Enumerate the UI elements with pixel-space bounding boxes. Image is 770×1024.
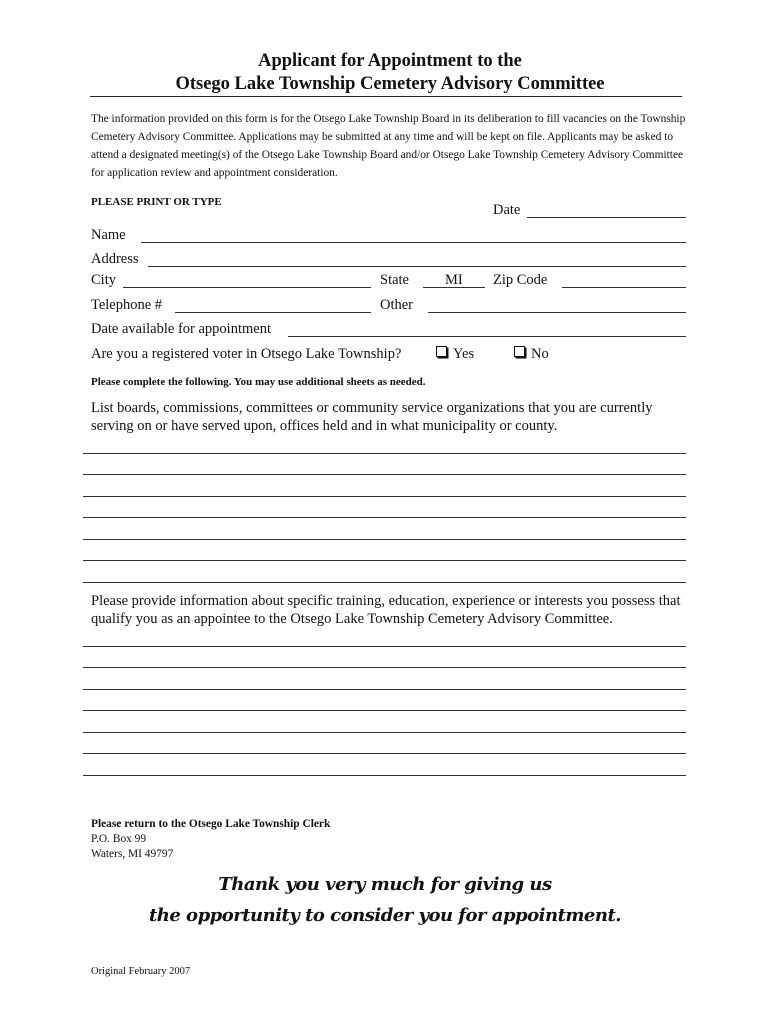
- answer-2-line-3[interactable]: [83, 689, 686, 690]
- intro-paragraph: The information provided on this form is for the Otsego Lake Township Board in its deliberation to fill vacancies on the Township Cemetery Advisory Committee. Applications may be submitted at any time and will be kept on file. Applicants may be asked to attend a designated meeting(s) of the Otsego Lake Township Board and/or Otsego Lake Township Cemetery Advisory Committee for application review and appointment consideration.: [91, 113, 686, 179]
- answer-1-line-1[interactable]: [83, 453, 686, 454]
- no-checkbox[interactable]: [514, 346, 525, 357]
- state-value: MI: [445, 272, 463, 288]
- zip-label: Zip Code: [493, 272, 548, 288]
- answer-1-line-3[interactable]: [83, 496, 686, 497]
- answer-1-line-6[interactable]: [83, 560, 686, 561]
- voter-question-label: Are you a registered voter in Otsego Lake Township?: [91, 346, 402, 362]
- return-city-line: Waters, MI 49797: [91, 848, 174, 860]
- thank-you-line-2: the opportunity to consider you for appointment.: [148, 905, 622, 926]
- name-label: Name: [91, 227, 126, 243]
- state-label: State: [380, 272, 409, 288]
- return-po-box: P.O. Box 99: [91, 833, 147, 845]
- date-available-field[interactable]: [288, 336, 686, 337]
- address-label: Address: [91, 251, 139, 267]
- return-heading: Please return to the Otsego Lake Township Clerk: [91, 818, 331, 830]
- answer-2-line-1[interactable]: [83, 646, 686, 647]
- question-2: Please provide information about specific training, education, experience or interests you possess that qualify you as an appointee to the Otsego Lake Township Cemetery Advisory Committee.: [91, 593, 681, 627]
- title-rule: [90, 96, 682, 97]
- other-label: Other: [380, 297, 414, 313]
- date-label: Date: [493, 202, 521, 218]
- answer-2-line-5[interactable]: [83, 732, 686, 733]
- form-title-line-1: Applicant for Appointment to the: [258, 51, 522, 71]
- form-title-line-2: Otsego Lake Township Cemetery Advisory Committee: [175, 74, 605, 94]
- yes-label: Yes: [453, 346, 475, 362]
- other-field[interactable]: [428, 312, 686, 313]
- yes-option[interactable]: [436, 345, 474, 363]
- footer-original-date: Original February 2007: [91, 966, 191, 977]
- complete-notice: Please complete the following. You may use additional sheets as needed.: [91, 376, 426, 388]
- answer-2-line-6[interactable]: [83, 753, 686, 754]
- city-field[interactable]: [123, 287, 371, 288]
- answer-2-line-4[interactable]: [83, 710, 686, 711]
- return-info: [91, 817, 330, 862]
- question-1: List boards, commissions, committees or community service organizations that you are currently serving on or have served upon, offices held and in what municipality or county.: [91, 400, 653, 434]
- answer-1-line-7[interactable]: [83, 582, 686, 583]
- zip-field[interactable]: [562, 287, 686, 288]
- answer-1-line-4[interactable]: [83, 517, 686, 518]
- answer-1-line-2[interactable]: [83, 474, 686, 475]
- answer-1-line-5[interactable]: [83, 539, 686, 540]
- print-notice: PLEASE PRINT OR TYPE: [91, 196, 222, 208]
- no-option[interactable]: [514, 345, 549, 363]
- yes-checkbox[interactable]: [436, 346, 447, 357]
- telephone-field[interactable]: [175, 312, 371, 313]
- date-field[interactable]: [527, 217, 686, 218]
- address-field[interactable]: [148, 266, 686, 267]
- no-label: No: [531, 346, 549, 362]
- date-available-label: Date available for appointment: [91, 321, 271, 337]
- city-label: City: [91, 272, 116, 288]
- answer-2-line-2[interactable]: [83, 667, 686, 668]
- name-field[interactable]: [141, 242, 686, 243]
- answer-2-line-7[interactable]: [83, 775, 686, 776]
- thank-you-line-1: Thank you very much for giving us: [218, 874, 552, 895]
- telephone-label: Telephone #: [91, 297, 163, 313]
